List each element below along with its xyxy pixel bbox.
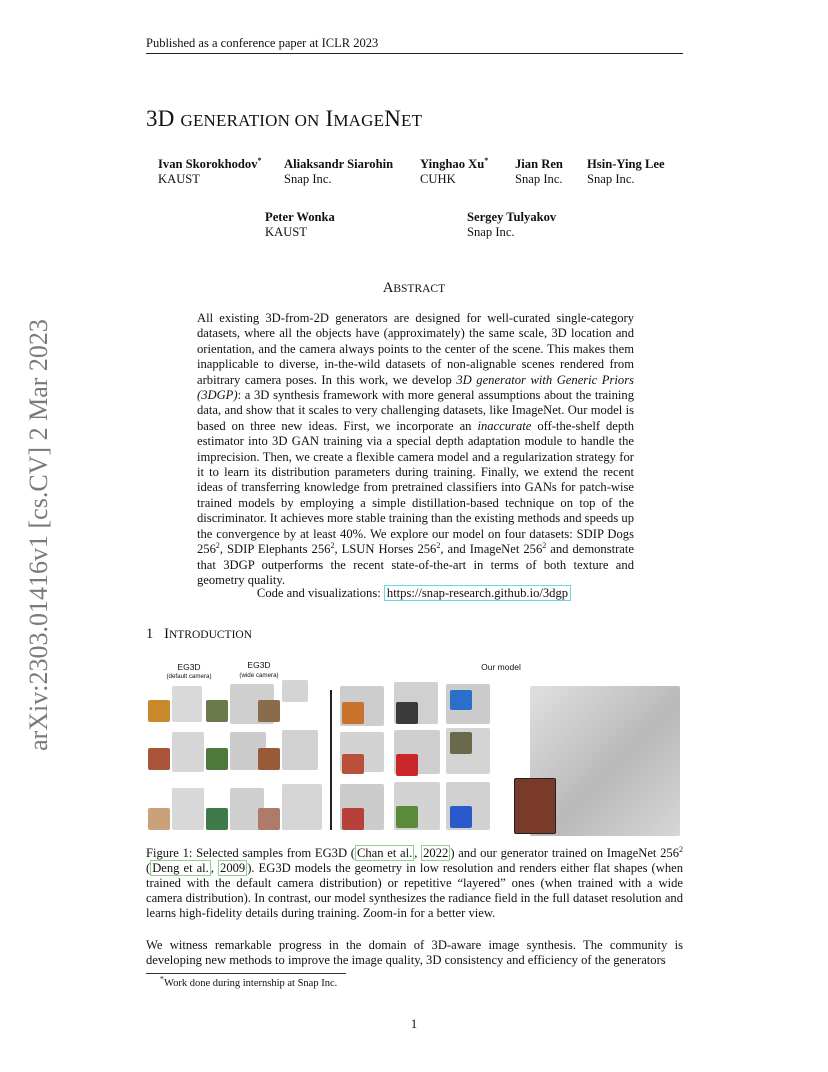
figure-caption: Figure 1: Selected samples from EG3D ( Chan et al. , 2022 ) and our generator trained on ImageNet $256^2$ ( Deng et al. , 2009 ). EG3D models the geometry in low resolution and renders either flat shapes (when trained with the default camera distribution) or repetitive “layered” ones (when trained with a wide camera distribution). In contrast, our model synthesizes the radiance field in the full dataset resolution and learns high-fidelity details during training. Zoom-in for a better view. — [146, 844, 684, 920]
sample-thumb — [342, 808, 364, 830]
fig-col-label-our-model: Our model — [481, 662, 521, 672]
figure-1 — [146, 656, 683, 838]
sample-thumb — [258, 700, 280, 722]
citation-link[interactable]: Deng et al. — [152, 861, 209, 875]
abstract-heading: ABSTRACT — [382, 280, 446, 296]
geometry-thumb — [282, 730, 318, 770]
fig-col-sublabel-default: (default camera) — [166, 673, 212, 680]
paper-title: 3D GENERATION ON IMAGENET — [146, 106, 423, 131]
author-block: Aliaksandr Siarohin Snap Inc. — [284, 157, 394, 186]
geometry-thumb — [172, 732, 204, 772]
footnote-rule — [146, 973, 346, 974]
sample-thumb — [258, 808, 280, 830]
author-block: Sergey Tulyakov Snap Inc. — [467, 210, 557, 239]
sample-thumb — [342, 754, 364, 774]
project-link[interactable]: https://snap-research.github.io/3dgp — [384, 585, 571, 601]
sample-thumb — [206, 700, 228, 722]
header-rule — [146, 53, 683, 54]
fig-col-label-eg3d-wide: EG3D — [247, 660, 271, 670]
citation-link[interactable]: Chan et al. — [356, 846, 413, 860]
sample-thumb — [450, 806, 472, 828]
sample-thumb — [148, 700, 170, 722]
author-block: Hsin-Ying Lee Snap Inc. — [587, 157, 665, 186]
fig-col-label-eg3d-default: EG3D — [177, 662, 201, 672]
sample-thumb — [450, 690, 472, 710]
running-header: Published as a conference paper at ICLR 2023 — [146, 36, 379, 50]
citation-year-link[interactable]: 2022 — [423, 846, 449, 860]
author-block: Peter Wonka KAUST — [265, 210, 335, 239]
author-block: Yinghao Xu* CUHK — [420, 155, 489, 186]
figure-divider — [330, 690, 332, 830]
page-number: 1 — [410, 1017, 418, 1031]
sample-thumb — [396, 806, 418, 828]
footnote: *Work done during internship at Snap Inc. — [160, 974, 338, 989]
sample-thumb — [148, 808, 170, 830]
sample-thumb — [206, 808, 228, 830]
fig-col-sublabel-wide: (wide camera) — [239, 672, 279, 679]
geometry-thumb — [282, 784, 322, 830]
intro-paragraph: We witness remarkable progress in the domain of 3D-aware image synthesis. The community is developing new methods to improve the image quality, 3D consistency and efficiency of the generators — [146, 938, 683, 967]
arxiv-stamp — [20, 300, 58, 770]
geometry-thumb — [282, 680, 308, 702]
sample-thumb — [206, 748, 228, 770]
abstract-text: All existing 3D-from-2D generators are designed for well-curated single-category datasets, where all the objects have (approximately) the same scale, 3D location and orientation, and the camera always points to the center of the scene. This makes them inapplicable to diverse, in-the-wild datasets of non-alignable scenes rendered from arbitrary camera poses. In this work, we develop 3D generator with Generic Priors (3DGP): a 3D synthesis framework with more general assumptions about the training data, and show that it scales to very challenging datasets, like ImageNet. Our model is based on three new ideas. First, we incorporate an inaccurate off-the-shelf depth estimator into 3D GAN training via a special depth adaptation module to handle the imprecision. Then, we create a flexible camera model and a regularization strategy for it to learn its distribution parameters during training. Finally, we extend the recent ideas of transferring knowledge from pretrained classifiers into GANs for patch-wise trained models by employing a simple distillation-based technique on top of the discriminator. It achieves more stable training than the existing methods and speeds up the convergence by at least 40%. We explore our model on four datasets: SDIP Dogs $256^2$, SDIP Elephants $256^2$, LSUN Horses $256^2$, and ImageNet $256^2$ and demonstrate that 3DGP outperforms the recent state-of-the-art in terms of both texture and geometry quality. — [197, 311, 634, 587]
citation-year-link[interactable]: 2009 — [220, 861, 246, 875]
sample-thumb — [396, 754, 418, 776]
sample-thumb — [148, 748, 170, 770]
code-visualizations-line: Code and visualizations: https://snap-research.github.io/3dgp — [0, 586, 828, 601]
sample-thumb — [258, 748, 280, 770]
sample-thumb — [396, 702, 418, 724]
sample-thumb — [342, 702, 364, 724]
author-block: Jian Ren Snap Inc. — [515, 157, 563, 186]
storefront-sample-thumb — [514, 778, 556, 834]
geometry-thumb — [172, 686, 202, 722]
section-heading: 1 INTRODUCTION — [146, 626, 253, 642]
geometry-thumb — [172, 788, 204, 830]
arxiv-stamp-text: arXiv:2303.01416v1 [cs.CV] 2 Mar 2023 — [24, 319, 53, 751]
author-block: Ivan Skorokhodov* KAUST — [158, 155, 262, 186]
sample-thumb — [450, 732, 472, 754]
